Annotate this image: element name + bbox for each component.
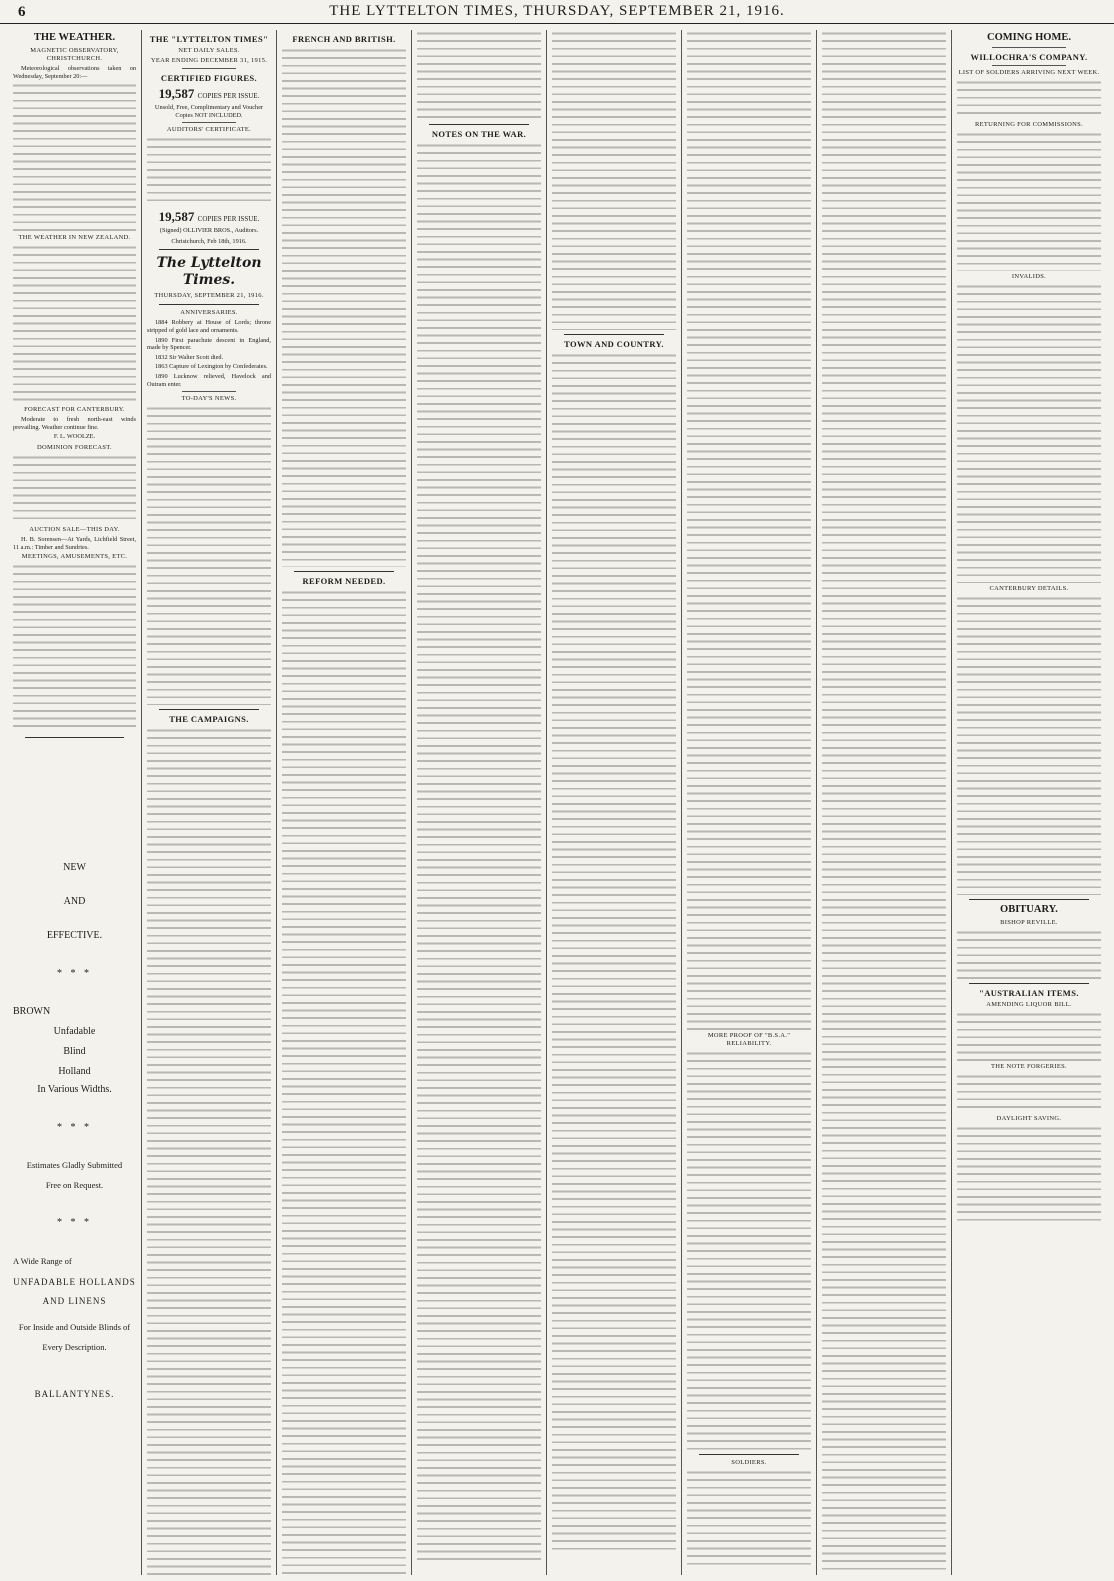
liquor-bill-text bbox=[957, 1011, 1101, 1061]
ad-unfadable: Unfadable bbox=[53, 1025, 96, 1037]
war-continued-text bbox=[552, 30, 676, 330]
weather-nz-table bbox=[13, 244, 136, 404]
anniversary-1: 1884 Robbery at House of Lords; throne stripped of gold lace and ornaments. bbox=[147, 319, 271, 334]
ad-widths: In Various Widths. bbox=[37, 1083, 112, 1095]
notes-war-text bbox=[417, 142, 541, 1562]
ad-free: Free on Request. bbox=[45, 1180, 104, 1191]
figure-note: Unsold, Free, Complimentary and Voucher Copies NOT INCLUDED. bbox=[154, 104, 264, 119]
commissions-heading: RETURNING FOR COMMISSIONS. bbox=[974, 121, 1084, 128]
paper-date: THURSDAY, SEPTEMBER 21, 1916. bbox=[154, 292, 264, 300]
auction-text: H. B. Sorensen—At Yards, Lichfield Street, 11 a.m.: Timber and Sundries. bbox=[13, 535, 136, 551]
anniversary-3: 1832 Sir Walter Scott died. bbox=[155, 353, 224, 361]
page-number: 6 bbox=[18, 4, 26, 20]
ad-brown: BROWN bbox=[13, 1005, 51, 1017]
campaigns-text bbox=[147, 727, 271, 1575]
column-town-continued bbox=[681, 30, 816, 1575]
coming-home-heading: COMING HOME. bbox=[987, 32, 1071, 43]
paper-nameplate: The Lyttelton Times. bbox=[156, 255, 262, 289]
copies-figure: 19,587 COPIES PER ISSUE. bbox=[158, 86, 260, 101]
ad-holland: Holland bbox=[58, 1065, 91, 1077]
note-forgeries-text bbox=[957, 1073, 1101, 1113]
australian-items-heading: "AUSTRALIAN ITEMS. bbox=[979, 988, 1079, 998]
weather-table bbox=[13, 82, 136, 232]
column-notes-war bbox=[411, 30, 546, 1575]
meetings-text bbox=[13, 563, 136, 733]
ad-stars-3: * * * bbox=[57, 1217, 92, 1229]
commissions-text bbox=[957, 131, 1101, 271]
circulation-heading: THE "LYTTELTON TIMES" bbox=[149, 34, 269, 44]
invalids-heading: INVALIDS. bbox=[1011, 273, 1047, 280]
daylight-saving-text bbox=[957, 1125, 1101, 1225]
willochra-heading: WILLOCHRA'S COMPANY. bbox=[970, 52, 1088, 62]
column-town-country bbox=[546, 30, 681, 1575]
invalids-text bbox=[957, 283, 1101, 583]
ad-inside-outside: For Inside and Outside Blinds of bbox=[18, 1321, 131, 1332]
reform-heading: REFORM NEEDED. bbox=[302, 576, 386, 586]
weather-nz-heading: THE WEATHER IN NEW ZEALAND. bbox=[18, 234, 131, 242]
certified-figures: CERTIFIED FIGURES. bbox=[160, 73, 258, 83]
ad-stars-2: * * * bbox=[57, 1121, 92, 1133]
observatory-heading: MAGNETIC OBSERVATORY, CHRISTCHURCH. bbox=[30, 47, 119, 62]
meetings-heading: MEETINGS, AMUSEMENTS, ETC. bbox=[21, 553, 128, 561]
forecast-signature: F. L. WOOLZE. bbox=[53, 433, 96, 441]
auction-heading: AUCTION SALE—THIS DAY. bbox=[29, 525, 120, 533]
todays-news-heading: TO-DAY'S NEWS. bbox=[181, 395, 237, 403]
ad-estimates: Estimates Gladly Submitted bbox=[26, 1160, 123, 1171]
ad-stars-1: * * * bbox=[57, 968, 92, 980]
newspaper-masthead-title: THE LYTTELTON TIMES, THURSDAY, SEPTEMBER 21, 1916. bbox=[329, 3, 785, 19]
ad-blind: Blind bbox=[63, 1045, 86, 1057]
bishop-text bbox=[957, 929, 1101, 979]
town-continued-text bbox=[687, 30, 811, 1030]
french-british-text bbox=[282, 47, 406, 567]
column-circulation bbox=[141, 30, 276, 1575]
coming-home-intro bbox=[957, 79, 1101, 119]
note-forgeries-heading: THE NOTE FORGERIES. bbox=[991, 1063, 1067, 1070]
canterbury-details-text bbox=[957, 595, 1101, 895]
notes-continued-text bbox=[417, 30, 541, 120]
auditors-signature: (Signed) OLLIVIER BROS., Auditors. bbox=[159, 227, 259, 235]
campaigns-heading: THE CAMPAIGNS. bbox=[169, 714, 249, 725]
ad-every-description: Every Description. bbox=[42, 1341, 107, 1352]
anniversary-2: 1890 First parachute descent in England, made by Spencer. bbox=[147, 336, 271, 352]
anniversary-5: 1890 Lucknow relieved, Havelock and Outram enter. bbox=[147, 372, 271, 388]
forecast-heading: FORECAST FOR CANTERBURY. bbox=[24, 406, 125, 414]
column-weather bbox=[8, 30, 141, 1575]
ad-new: NEW bbox=[63, 862, 86, 874]
year-ending: YEAR ENDING DECEMBER 31, 1915. bbox=[150, 57, 268, 64]
column-coming-home bbox=[951, 30, 1106, 1575]
soldiers-text bbox=[687, 1469, 811, 1569]
notes-war-heading: NOTES ON THE WAR. bbox=[431, 129, 527, 139]
soldiers-heading: SOLDIERS. bbox=[731, 1459, 767, 1466]
anniversaries-heading: ANNIVERSARIES. bbox=[180, 309, 238, 317]
horticultural-text bbox=[822, 30, 946, 1570]
ad-effective: EFFECTIVE. bbox=[46, 930, 103, 942]
bishop-heading: BISHOP REVILLE. bbox=[1000, 919, 1058, 926]
obituary-heading: OBITUARY. bbox=[1000, 904, 1058, 915]
dominion-text bbox=[13, 454, 136, 524]
weather-heading: THE WEATHER. bbox=[33, 32, 116, 43]
soldiers-arriving: LIST OF SOLDIERS ARRIVING NEXT WEEK. bbox=[958, 69, 1100, 76]
auditors-text bbox=[147, 136, 271, 206]
french-british-heading: FRENCH AND BRITISH. bbox=[292, 34, 396, 44]
masthead bbox=[0, 0, 1114, 24]
auditors-place: Christchurch, Feb 18th, 1916. bbox=[171, 237, 247, 245]
ad-linens: AND LINENS bbox=[42, 1295, 107, 1306]
bsa-text bbox=[687, 1050, 811, 1450]
liquor-bill-heading: AMENDING LIQUOR BILL. bbox=[986, 1001, 1072, 1008]
ad-and: AND bbox=[63, 896, 86, 908]
copies-figure-2: 19,587 COPIES PER ISSUE. bbox=[158, 209, 260, 225]
auditors-certificate: AUDITORS' CERTIFICATE. bbox=[166, 126, 252, 134]
ad-ballantynes: BALLANTYNES. bbox=[34, 1388, 115, 1399]
ad-wide-range: A Wide Range of bbox=[13, 1255, 72, 1266]
bsa-heading: MORE PROOF OF "B.S.A." RELIABILITY. bbox=[707, 1032, 791, 1047]
town-country-text bbox=[552, 352, 676, 1552]
reform-text bbox=[282, 589, 406, 1575]
forecast-text: Moderate to fresh north-east winds prevailing. Weather continue fine. bbox=[13, 416, 136, 431]
dominion-heading: DOMINION FORECAST. bbox=[37, 443, 112, 451]
column-french-british bbox=[276, 30, 411, 1575]
observatory-note: Meteorological observations taken on Wednesday, September 20:— bbox=[13, 65, 136, 80]
town-country-heading: TOWN AND COUNTRY. bbox=[564, 339, 664, 349]
daylight-saving-heading: DAYLIGHT SAVING. bbox=[996, 1115, 1062, 1122]
net-sales: NET DAILY SALES. bbox=[178, 47, 240, 54]
ad-unfadable-hollands: UNFADABLE HOLLANDS bbox=[13, 1276, 136, 1287]
canterbury-details-heading: CANTERBURY DETAILS. bbox=[989, 585, 1069, 592]
column-horticultural bbox=[816, 30, 951, 1575]
todays-news-text bbox=[147, 405, 271, 705]
anniversary-4: 1863 Capture of Lexington by Confederates. bbox=[155, 363, 268, 371]
